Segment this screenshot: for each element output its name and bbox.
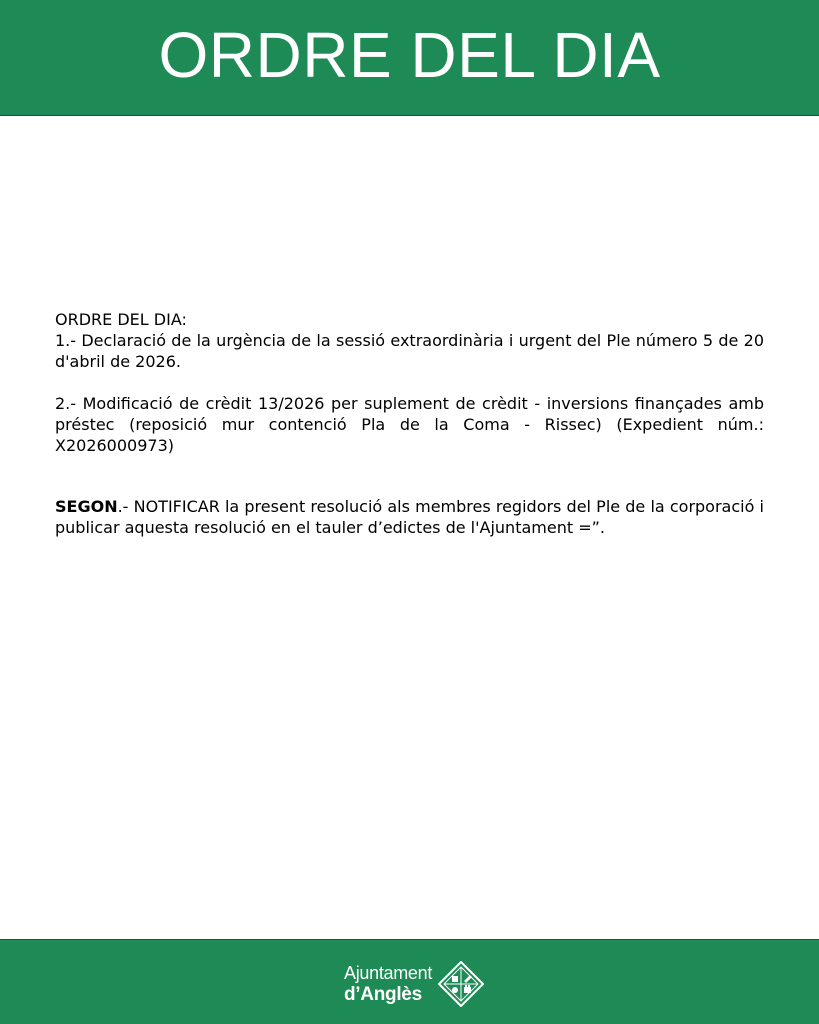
town-hall-logo — [344, 958, 484, 1010]
logo-line-ajuntament: Ajuntament — [344, 963, 433, 983]
logo-line-angles: d’Anglès — [344, 984, 422, 1005]
page-title: ORDRE DEL DIA — [158, 19, 661, 91]
resolution-paragraph — [55, 496, 764, 538]
coat-of-arms-icon — [438, 961, 484, 1007]
agenda-item-2: 2.- Modificació de crèdit 13/2026 per suplement de crèdit - inversions finançades amb préstec (reposició mur contenció Pla de la Coma - Rissec) (Expedient núm.: X2026000973) — [55, 394, 764, 455]
header-banner — [0, 0, 819, 116]
resolution-text: .- NOTIFICAR la present resolució als membres regidors del Ple de la corporació i publicar aquesta resolució en el tauler d’edictes de l'Ajuntament =”. — [55, 497, 764, 537]
resolution-label: SEGON — [55, 497, 118, 516]
logo-text — [344, 963, 432, 1005]
footer-banner — [0, 939, 819, 1024]
document-body — [55, 309, 764, 538]
agenda-item-1: 1.- Declaració de la urgència de la sessió extraordinària i urgent del Ple número 5 de 20 d'abril de 2026. — [55, 331, 764, 371]
agenda-heading: ORDRE DEL DIA: — [55, 310, 187, 329]
